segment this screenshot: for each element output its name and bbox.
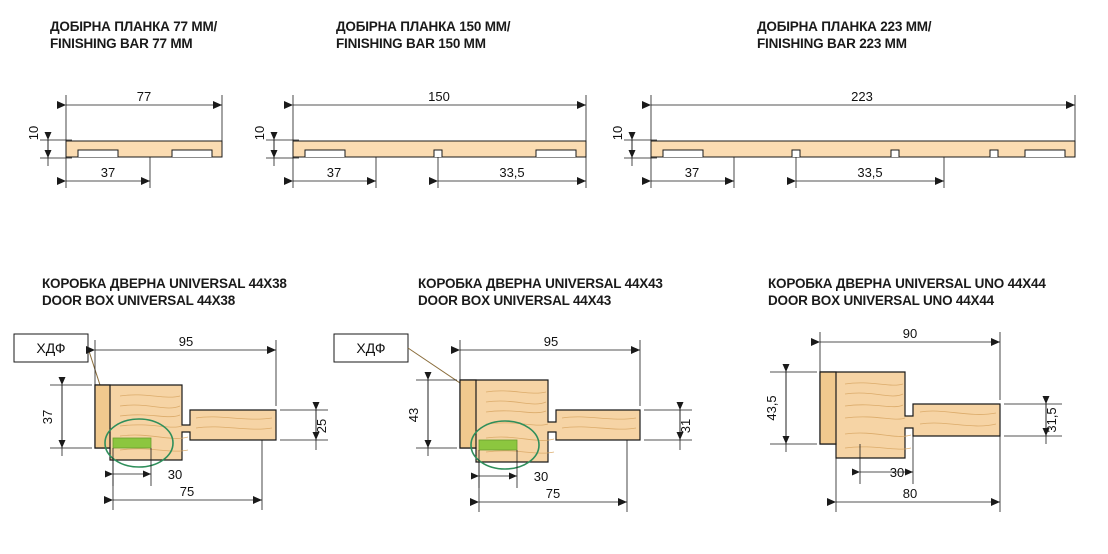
panel-finishing-bar-223 bbox=[610, 89, 1075, 188]
dim-right-31: 31 bbox=[678, 418, 693, 434]
panel-door-box-44x43 bbox=[334, 334, 693, 512]
dim-inner-30: 30 bbox=[889, 465, 905, 480]
title-ru: ДОБІРНА ПЛАНКА 150 ММ/ bbox=[336, 19, 511, 34]
callout-label-hdf: ХДФ bbox=[356, 340, 386, 356]
dim-inner-30: 30 bbox=[533, 469, 549, 484]
dim-spacing-33-5: 33,5 bbox=[857, 165, 883, 180]
title-en: FINISHING BAR 223 MM bbox=[757, 36, 907, 51]
dim-bottom-75: 75 bbox=[545, 486, 561, 501]
panel-finishing-bar-150 bbox=[252, 89, 586, 188]
hdf-insert bbox=[479, 440, 517, 450]
dim-left-37: 37 bbox=[326, 165, 342, 180]
dim-left-37: 37 bbox=[100, 165, 116, 180]
title-en: FINISHING BAR 77 MM bbox=[50, 36, 193, 51]
title-ru: КОРОБКА ДВЕРНА UNIVERSAL 44Х43 bbox=[418, 276, 663, 291]
dim-thickness-10: 10 bbox=[252, 125, 267, 141]
panel-door-box-uno-44x44 bbox=[764, 326, 1062, 512]
dim-left-43-5: 43,5 bbox=[764, 395, 779, 421]
dim-right-25: 25 bbox=[314, 418, 329, 434]
dim-thickness-10: 10 bbox=[26, 125, 41, 141]
dim-top-95: 95 bbox=[178, 334, 194, 349]
dim-left-37: 37 bbox=[40, 409, 55, 425]
title-en: DOOR BOX UNIVERSAL 44X38 bbox=[42, 293, 236, 308]
dim-left-37: 37 bbox=[684, 165, 700, 180]
panel-finishing-bar-77 bbox=[26, 89, 222, 188]
dim-width-223: 223 bbox=[851, 89, 873, 104]
title-en: DOOR BOX UNIVERSAL 44X43 bbox=[418, 293, 612, 308]
title-en: FINISHING BAR 150 MM bbox=[336, 36, 486, 51]
dim-top-90: 90 bbox=[902, 326, 918, 341]
title-ru: КОРОБКА ДВЕРНА UNIVERSAL 44Х38 bbox=[42, 276, 287, 291]
dim-right-31-5: 31,5 bbox=[1044, 407, 1059, 433]
panel-door-box-44x38 bbox=[14, 334, 329, 510]
dim-thickness-10: 10 bbox=[610, 125, 625, 141]
dim-spacing-33-5: 33,5 bbox=[499, 165, 525, 180]
dim-bottom-75: 75 bbox=[179, 484, 195, 499]
dim-inner-30: 30 bbox=[167, 467, 183, 482]
dim-bottom-80: 80 bbox=[902, 486, 918, 501]
dim-left-43: 43 bbox=[406, 407, 421, 423]
callout-label-hdf: ХДФ bbox=[36, 340, 66, 356]
hdf-insert bbox=[113, 438, 151, 448]
dim-width-150: 150 bbox=[428, 89, 450, 104]
title-ru: КОРОБКА ДВЕРНА UNIVERSAL UNO 44Х44 bbox=[768, 276, 1046, 291]
title-ru: ДОБІРНА ПЛАНКА 223 ММ/ bbox=[757, 19, 932, 34]
title-ru: ДОБІРНА ПЛАНКА 77 ММ/ bbox=[50, 19, 218, 34]
dim-top-95: 95 bbox=[543, 334, 559, 349]
dim-width-77: 77 bbox=[136, 89, 152, 104]
title-en: DOOR BOX UNIVERSAL UNO 44X44 bbox=[768, 293, 994, 308]
